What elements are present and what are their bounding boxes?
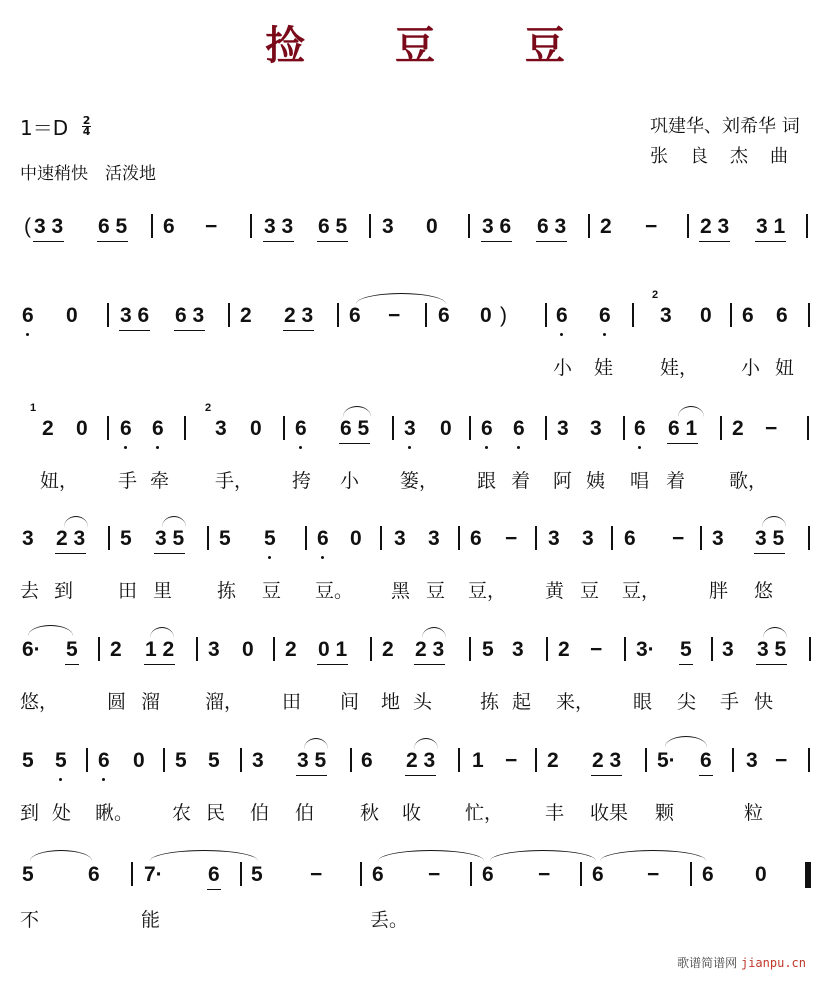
note: 5 [120, 527, 132, 550]
note: 3 [557, 417, 569, 440]
score-line-2 [0, 289, 830, 401]
time-signature [82, 116, 91, 137]
note-low: 5 [55, 746, 67, 776]
note: 6 [702, 863, 714, 886]
note: 2 [110, 638, 122, 661]
dash: − [647, 863, 660, 886]
notation-row [0, 402, 830, 454]
lyric: 快 [754, 691, 774, 713]
note: 5 [219, 527, 231, 550]
note: 6 [88, 863, 100, 886]
note: 6 [163, 215, 175, 238]
lyric: 娃 [594, 357, 614, 379]
lyric: 头 [413, 691, 433, 713]
note-group: 6 5 [340, 414, 369, 444]
note-dotted: 6· [22, 638, 41, 661]
note-eighth: 6 [700, 746, 712, 776]
note: 6 [438, 304, 450, 327]
lyric: 民 [206, 802, 226, 824]
dash: − [672, 527, 685, 550]
barline [360, 862, 362, 886]
note: 6 [592, 863, 604, 886]
time-numerator: 2 [82, 114, 91, 127]
note-low: 6 [120, 414, 132, 444]
grace-note: 2 [205, 402, 212, 414]
note-group: 2 3 [56, 524, 85, 554]
notation-row [0, 746, 830, 786]
note: 2 [547, 749, 559, 772]
barline [711, 637, 713, 661]
barline [228, 303, 230, 327]
note: 3 [590, 417, 602, 440]
note-group: 3 5 [755, 524, 784, 554]
lyric: 伯 [250, 802, 270, 824]
lyric: 豆， [622, 580, 661, 602]
note-eighth: 6 [208, 860, 220, 890]
barline [470, 862, 472, 886]
rest: 0 [76, 417, 88, 440]
note-eighth: 5 [66, 635, 78, 665]
rest: 0 [133, 749, 145, 772]
lyric: 拣 [217, 580, 237, 602]
dash: − [205, 215, 218, 238]
barline [468, 214, 470, 238]
watermark-url: jianpu.cn [740, 956, 806, 970]
barline [350, 748, 352, 772]
lyric: 小 [741, 357, 761, 379]
lyric: 粒 [744, 802, 764, 824]
barline [283, 416, 285, 440]
lyric: 去 [20, 580, 40, 602]
notation-row [0, 524, 830, 564]
watermark [677, 954, 806, 971]
note: 6 [349, 304, 361, 327]
note: 3 [428, 527, 440, 550]
lyric: 收果 [590, 802, 629, 824]
note: 3 [722, 638, 734, 661]
lyrics-row [0, 687, 830, 717]
note-group: 3 1 [756, 212, 785, 242]
grace-note: 1 [30, 402, 37, 414]
dash: − [645, 215, 658, 238]
notation-row [0, 860, 830, 900]
notation-row [0, 212, 830, 252]
note-low: 6 [152, 414, 164, 444]
lyric: 妞， [40, 470, 79, 492]
score-header-right [650, 112, 810, 172]
dash: − [775, 749, 788, 772]
barline [151, 214, 153, 238]
lyric: 农 [172, 802, 192, 824]
lyric: 秋 [360, 802, 380, 824]
note-low: 6 [98, 746, 110, 776]
score-line-6 [0, 746, 830, 846]
lyric: 姨 [586, 470, 606, 492]
lyric: 胖 [709, 580, 729, 602]
note: 5 [482, 638, 494, 661]
lyric: 伯 [295, 802, 315, 824]
note-group: 2 3 [284, 301, 313, 331]
dash: − [310, 863, 323, 886]
lyric: 手， [215, 470, 254, 492]
note-low: 6 [513, 414, 525, 444]
time-denominator: 4 [82, 125, 91, 138]
note: 3 [548, 527, 560, 550]
note-group: 3 5 [297, 746, 326, 776]
note-group: 2 3 [592, 746, 621, 776]
barline [588, 214, 590, 238]
barline [370, 637, 372, 661]
barline [392, 416, 394, 440]
lyric: 溜， [205, 691, 244, 713]
song-title: 捡 豆 豆 [265, 23, 603, 69]
lyric: 着 [666, 470, 686, 492]
lyric: 豆 [262, 580, 282, 602]
note-low: 6 [317, 524, 329, 554]
dash: − [590, 638, 603, 661]
barline [808, 526, 810, 550]
lyric: 田 [118, 580, 138, 602]
barline [611, 526, 613, 550]
note: 2 [240, 304, 252, 327]
barline [458, 748, 460, 772]
barline [163, 748, 165, 772]
note-dotted: 3· [636, 638, 655, 661]
note: 3 [22, 527, 34, 550]
lyric: 到 [54, 580, 74, 602]
lyric: 豆， [468, 580, 507, 602]
lyric: 阿 [553, 470, 573, 492]
note: 3 [394, 527, 406, 550]
note: 3 [712, 527, 724, 550]
note: 2 [42, 417, 54, 440]
note-low: 6 [481, 414, 493, 444]
barline [369, 214, 371, 238]
barline [808, 303, 810, 327]
lyrics-row [0, 466, 830, 496]
barline [580, 862, 582, 886]
note-group: 6 5 [98, 212, 127, 242]
note-group: 6 1 [668, 414, 697, 444]
note: 2 [382, 638, 394, 661]
barline [240, 748, 242, 772]
lyric: 尖 [677, 691, 697, 713]
dash: − [538, 863, 551, 886]
composer-credit: 张良杰曲 [650, 146, 810, 167]
dash: − [765, 417, 778, 440]
barline [425, 303, 427, 327]
lyric: 豆 [580, 580, 600, 602]
lyric: 不 [20, 909, 40, 931]
barline [700, 526, 702, 550]
lyric: 地 [381, 691, 401, 713]
note: 5 [251, 863, 263, 886]
note-group: 3 5 [155, 524, 184, 554]
note-low: 5 [264, 524, 276, 554]
lyric: 跟 [477, 470, 497, 492]
note: 6 [624, 527, 636, 550]
rest: 0 [66, 304, 78, 327]
barline [196, 637, 198, 661]
note-group: 2 3 [700, 212, 729, 242]
rest: 0 [426, 215, 438, 238]
barline [380, 526, 382, 550]
dash: − [388, 304, 401, 327]
barline [808, 748, 810, 772]
slur [30, 850, 92, 861]
score-line-7 [0, 860, 830, 960]
barline [690, 862, 692, 886]
barline [645, 748, 647, 772]
barline [184, 416, 186, 440]
barline [469, 416, 471, 440]
barline [305, 526, 307, 550]
note: 2 [285, 638, 297, 661]
rest: 0 [242, 638, 254, 661]
note: 2 [558, 638, 570, 661]
note: 6 [776, 304, 788, 327]
note: 6 [742, 304, 754, 327]
key-label: 1＝D [20, 116, 69, 140]
lyrics-row [0, 576, 830, 606]
barline [458, 526, 460, 550]
note: 3 [746, 749, 758, 772]
barline [86, 748, 88, 772]
lyric: 小 [553, 357, 573, 379]
key-signature [20, 112, 156, 141]
lyric: 里 [153, 580, 173, 602]
rest: 0 [250, 417, 262, 440]
note: 6 [361, 749, 373, 772]
note-group: 2 3 [415, 635, 444, 665]
lyric: 起 [512, 691, 532, 713]
lyric: 颗 [655, 802, 675, 824]
note-low: 6 [634, 414, 646, 444]
lyrics-row [0, 353, 830, 383]
lyric: 溜 [141, 691, 161, 713]
note-low: 6 [556, 301, 568, 331]
note: 1 [472, 749, 484, 772]
notation-row [0, 635, 830, 675]
barline [806, 214, 808, 238]
barline [250, 214, 252, 238]
lyric: 小 [340, 470, 360, 492]
barline [98, 637, 100, 661]
lyric: 瞅。 [95, 802, 134, 824]
lyric: 着 [511, 470, 531, 492]
note: 3 [512, 638, 524, 661]
barline [807, 416, 809, 440]
score-line-3 [0, 402, 830, 514]
note: 6 [470, 527, 482, 550]
final-double-barline [805, 862, 811, 888]
lyric: 间 [340, 691, 360, 713]
lyric: 手 [720, 691, 740, 713]
lyric: 丰 [545, 802, 565, 824]
note-group: 3 3 [34, 212, 63, 242]
note-eighth: 5 [680, 635, 692, 665]
barline [107, 303, 109, 327]
lyric: 挎 [292, 470, 312, 492]
lyric: 手 [118, 470, 138, 492]
lyric: 到 [20, 802, 40, 824]
rest: 0 [350, 527, 362, 550]
grace-note: 2 [652, 289, 659, 301]
barline [107, 416, 109, 440]
note: 5 [22, 863, 34, 886]
barline [732, 748, 734, 772]
lyrics-row [0, 798, 830, 828]
score-header-left [20, 112, 156, 184]
barline [337, 303, 339, 327]
lyric: 眼 [633, 691, 653, 713]
lyric: 田 [282, 691, 302, 713]
note-group: 3 6 [482, 212, 511, 242]
barline [546, 637, 548, 661]
lyric: 唱 [630, 470, 650, 492]
note: 2 [732, 417, 744, 440]
note-low: 6 [22, 301, 34, 331]
dash: − [505, 749, 518, 772]
barline [273, 637, 275, 661]
note-group: 0 1 [318, 635, 347, 665]
lyric: 收 [402, 802, 422, 824]
lyric: 篓， [400, 470, 439, 492]
barline [535, 748, 537, 772]
note: 3 [252, 749, 264, 772]
lyric: 黑 [391, 580, 411, 602]
barline [545, 303, 547, 327]
note-dotted: 5· [657, 749, 676, 772]
note-low: 3 [404, 414, 416, 444]
dash: − [505, 527, 518, 550]
lyric: 黄 [545, 580, 565, 602]
note-group: 3 5 [757, 635, 786, 665]
lyric: 来， [556, 691, 595, 713]
lyric: 歌， [729, 470, 768, 492]
note: 5 [22, 749, 34, 772]
note-dotted: 7· [144, 863, 163, 886]
rest: 0 [480, 304, 492, 327]
rest: 0 [700, 304, 712, 327]
rest: 0 [755, 863, 767, 886]
lyric: 圆 [107, 691, 127, 713]
lyric: 丢。 [370, 909, 409, 931]
barline [108, 526, 110, 550]
lyric: 牵 [150, 470, 170, 492]
note: 5 [175, 749, 187, 772]
note: 6 [372, 863, 384, 886]
lyric: 豆。 [315, 580, 354, 602]
note: 3 [582, 527, 594, 550]
note-group: 6 3 [175, 301, 204, 331]
score-line-5 [0, 635, 830, 735]
lyric: 能 [141, 909, 161, 931]
barline [469, 637, 471, 661]
slur [150, 850, 258, 861]
barline [730, 303, 732, 327]
tempo-marking: 中速稍快 活泼地 [20, 164, 156, 184]
note: 3 [660, 304, 672, 327]
lyricist-credit: 巩建华、刘希华 词 [650, 116, 800, 137]
note-group: 6 3 [537, 212, 566, 242]
barline [720, 416, 722, 440]
barline [687, 214, 689, 238]
note-group: 3 3 [264, 212, 293, 242]
lyric: 拣 [480, 691, 500, 713]
barline [207, 526, 209, 550]
barline [809, 637, 811, 661]
lyric: 处 [52, 802, 72, 824]
score-line-4 [0, 524, 830, 624]
lyric: 悠， [20, 691, 59, 713]
note: 3 [215, 417, 227, 440]
lyric: 妞 [775, 357, 795, 379]
notation-row [0, 289, 830, 341]
barline [623, 416, 625, 440]
dash: − [428, 863, 441, 886]
note: 2 [600, 215, 612, 238]
barline [131, 862, 133, 886]
note: 3 [208, 638, 220, 661]
barline [240, 862, 242, 886]
watermark-cn: 歌谱简谱网 [677, 956, 738, 970]
note-group: 6 5 [318, 212, 347, 242]
note-group: 1 2 [145, 635, 174, 665]
lyric: 悠 [754, 580, 774, 602]
barline [632, 303, 634, 327]
open-paren: ( [24, 215, 31, 238]
rest: 0 [440, 417, 452, 440]
note: 3 [382, 215, 394, 238]
lyric: 忙， [465, 802, 504, 824]
note: 5 [208, 749, 220, 772]
lyric: 娃， [660, 357, 699, 379]
note-low: 6 [599, 301, 611, 331]
lyrics-row [0, 905, 830, 935]
note-group: 3 6 [120, 301, 149, 331]
barline [624, 637, 626, 661]
barline [545, 416, 547, 440]
note-group: 2 3 [406, 746, 435, 776]
barline [535, 526, 537, 550]
note: 6 [482, 863, 494, 886]
note-low: 6 [295, 414, 307, 444]
lyric: 豆 [426, 580, 446, 602]
close-paren: ) [500, 304, 507, 327]
